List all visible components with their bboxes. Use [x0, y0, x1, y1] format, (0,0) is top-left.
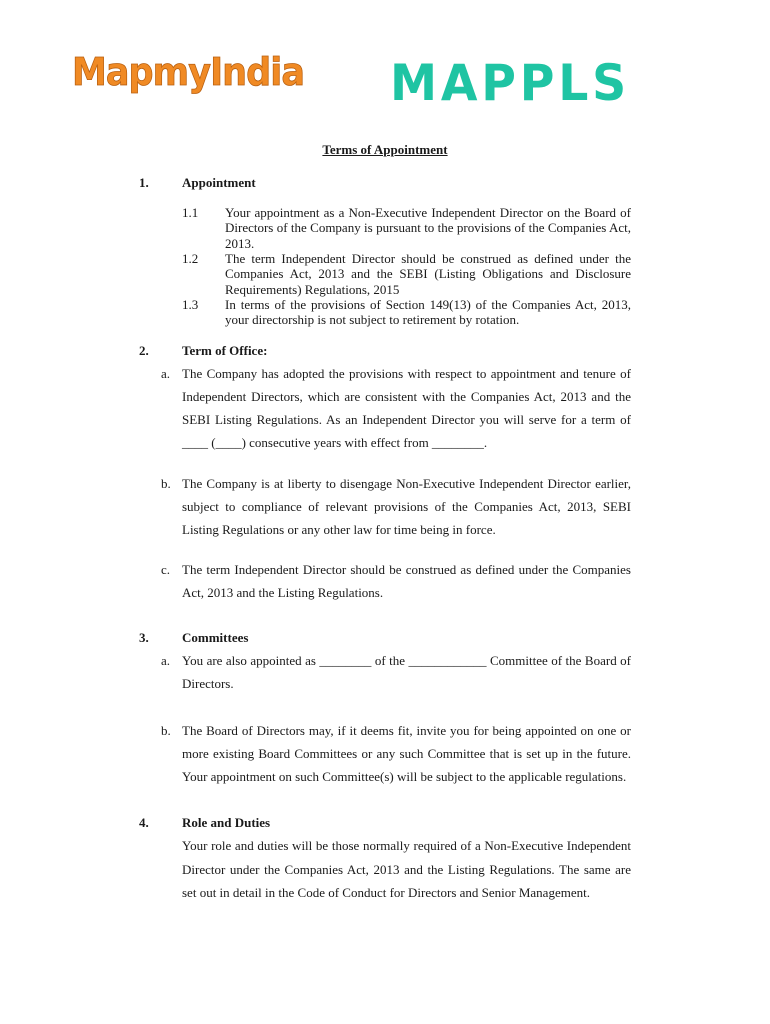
section-2-heading: Term of Office: — [182, 343, 268, 358]
subitem-1-3-number: 1.3 — [182, 297, 199, 312]
mappls-logo-text: MAPPLS — [390, 54, 630, 106]
section-1-heading: Appointment — [182, 175, 256, 190]
para-2b-text: The Company is at liberty to disengage Non-Executive Independent Director earlier, subject to compliance of relevant provisions of the Companies Act, 2013, SEBI Listing Regulations or any other law for time being in force. — [182, 476, 631, 537]
mapmyindia-logo — [70, 42, 310, 100]
para-2c-text: The term Independent Director should be construed as defined under the Companies Act, 2013 and the Listing Regulations. — [182, 562, 631, 600]
mappls-logo — [388, 54, 633, 106]
section-2-number: 2. — [139, 343, 149, 358]
mapmyindia-logo-text: MapmyIndia — [72, 50, 304, 94]
section-4-heading: Role and Duties — [182, 815, 271, 830]
document-title: Terms of Appointment — [322, 142, 448, 157]
subitem-1-2-text: The term Independent Director should be construed as defined under the Companies Act, 2013 and the SEBI (Listing Obligations and Disclosure Requirements) Regulations, 2015 — [225, 251, 631, 297]
para-2b-letter: b. — [161, 476, 171, 491]
subitem-1-3-text: In terms of the provisions of Section 149(13) of the Companies Act, 2013, your directorship is not subject to retirement by rotation. — [225, 297, 631, 328]
subitem-1-1-number: 1.1 — [182, 205, 199, 220]
para-2a-letter: a. — [161, 366, 171, 381]
para-3b-text: The Board of Directors may, if it deems fit, invite you for being appointed on one or more existing Board Committees or any such Committee that is set up in the future. Your appointment on such Committee(s) will be subject to the applicable regulations. — [182, 723, 631, 784]
section-4-body: Your role and duties will be those normally required of a Non-Executive Independent Director under the Companies Act, 2013 and the Listing Regulations. The same are set out in detail in the Code of Conduct for Directors and Senior Management. — [182, 838, 631, 900]
section-4-number: 4. — [139, 815, 149, 830]
section-1-number: 1. — [139, 175, 149, 190]
subitem-1-1-text: Your appointment as a Non-Executive Independent Director on the Board of Directors of the Company is pursuant to the provisions of the Companies Act, 2013. — [225, 205, 631, 251]
subitem-1-2-number: 1.2 — [182, 251, 199, 266]
section-3-number: 3. — [139, 630, 149, 645]
section-3-heading: Committees — [182, 630, 249, 645]
para-2c-letter: c. — [161, 562, 171, 577]
para-3a-text: You are also appointed as ________ of the ____________ Committee of the Board of Directors. — [182, 653, 631, 691]
para-3b-letter: b. — [161, 723, 171, 738]
para-3a-letter: a. — [161, 653, 171, 668]
para-2a-text: The Company has adopted the provisions with respect to appointment and tenure of Independent Directors, which are consistent with the Companies Act, 2013 and the SEBI Listing Regulations. As an Independent Director you will serve for a term of ____ (____) consecutive years with effect from ________. — [182, 366, 631, 450]
